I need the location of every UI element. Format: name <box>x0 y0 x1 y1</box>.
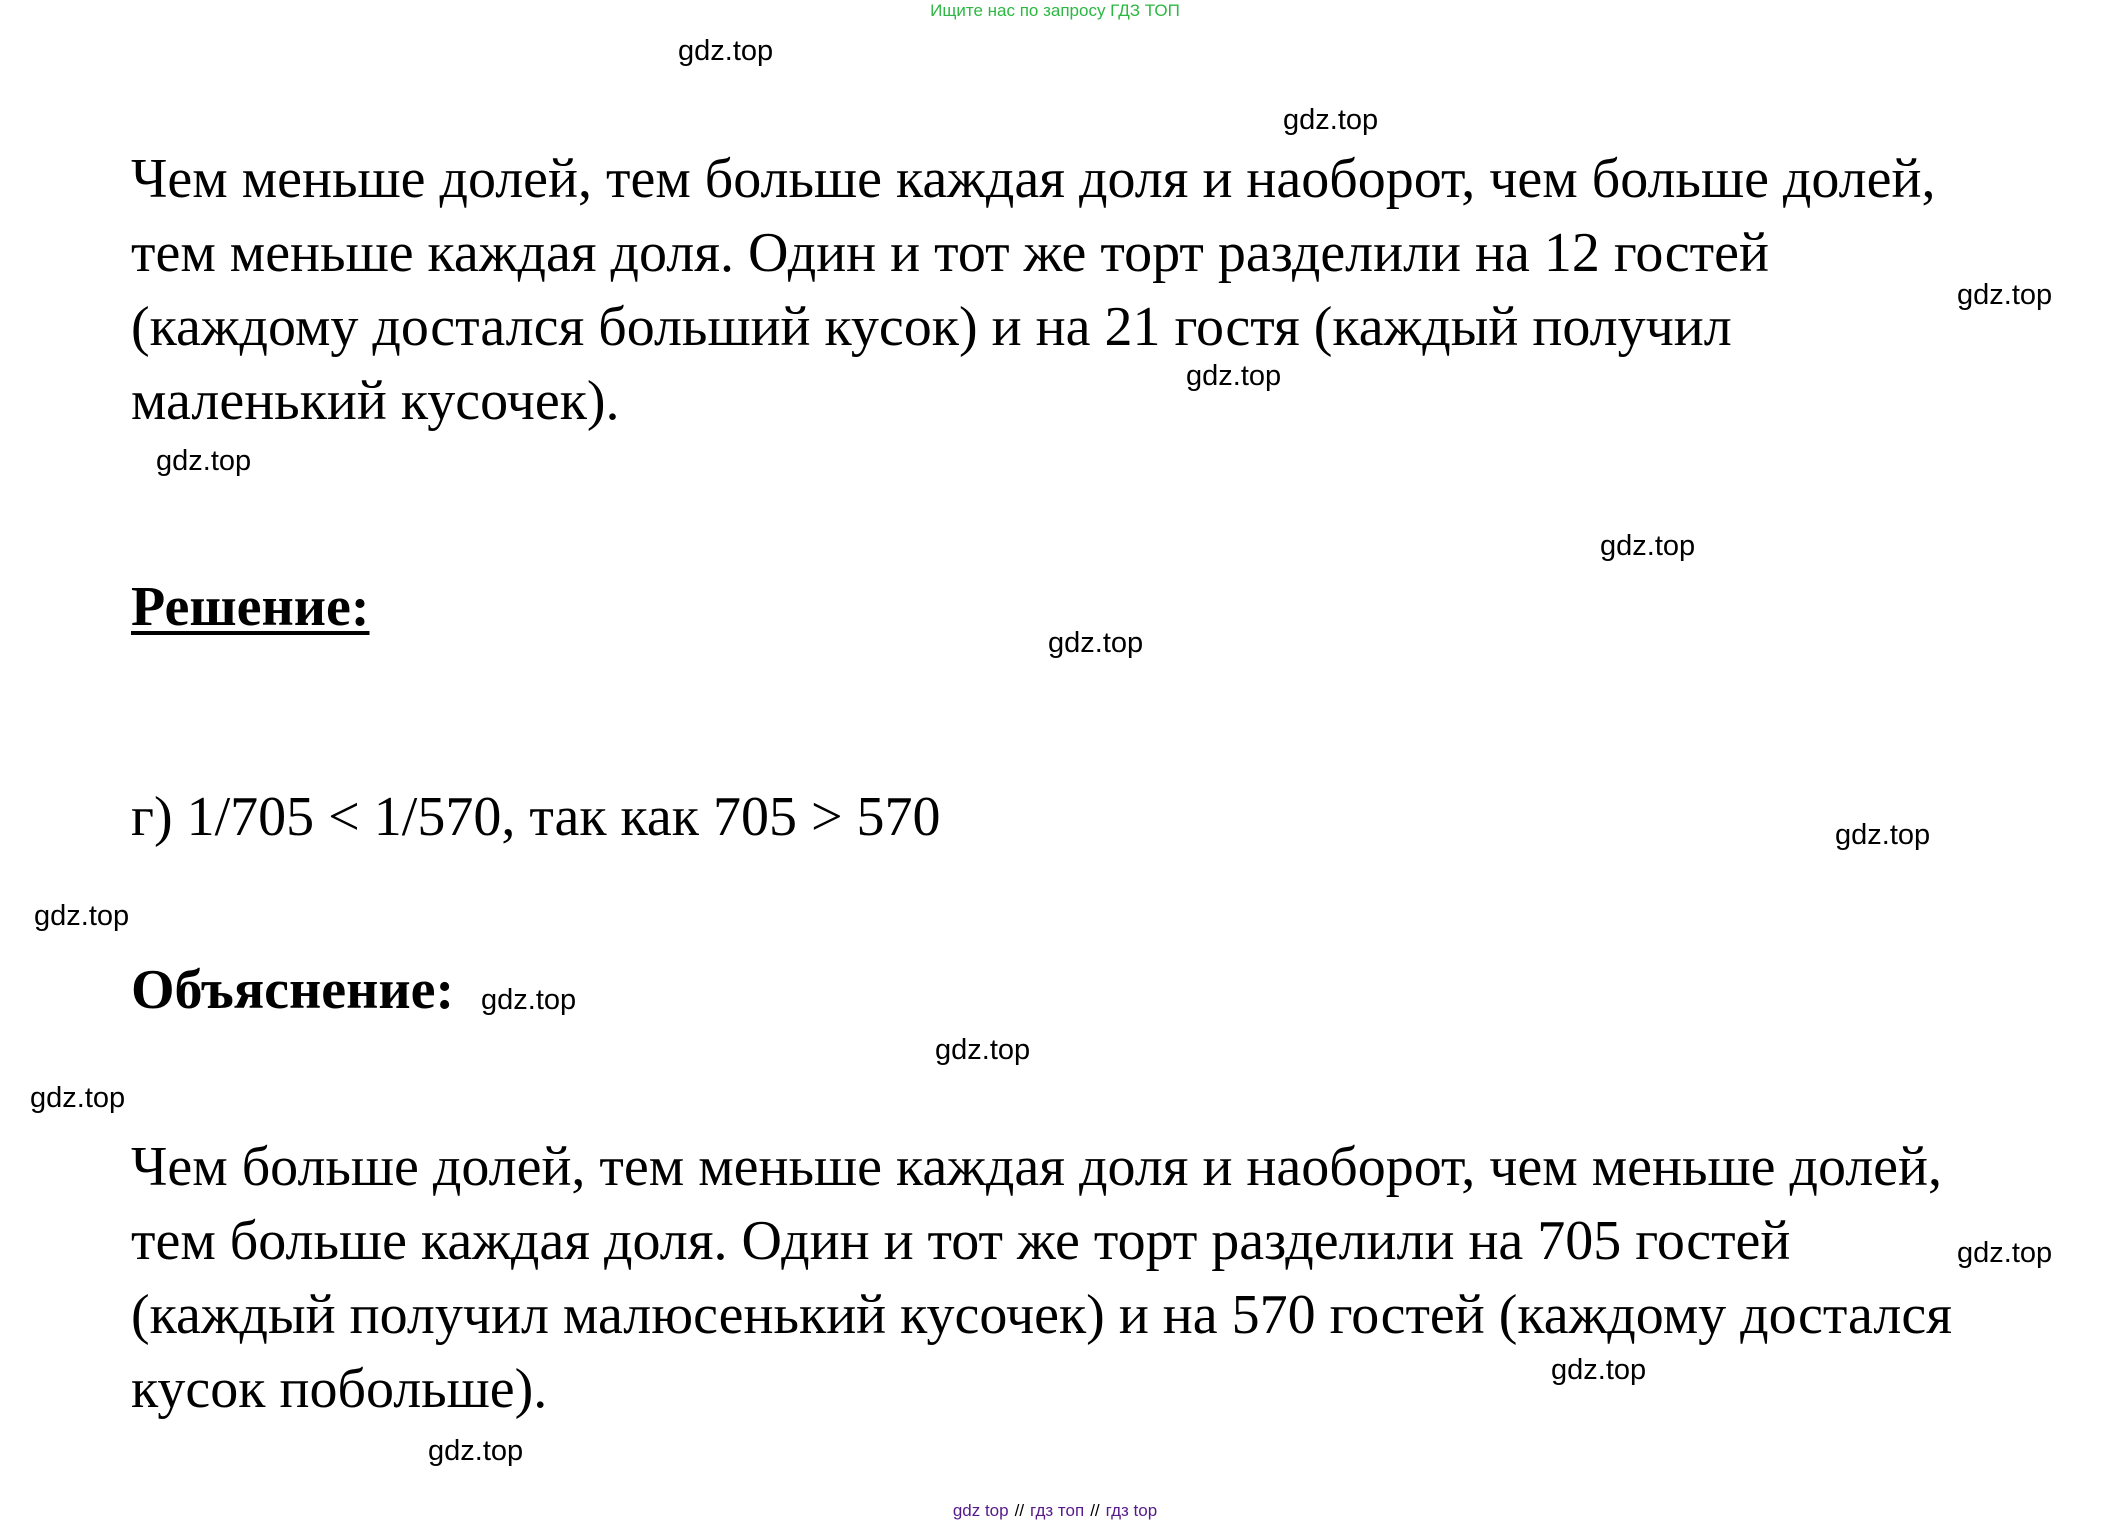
footer-separator: // <box>1014 1501 1025 1520</box>
watermark: gdz.top <box>1551 1354 1647 1386</box>
watermark: gdz.top <box>1048 627 1144 659</box>
top-banner <box>0 0 2110 22</box>
footer-link-gdz-top-mixed[interactable]: гдз top <box>1105 1501 1158 1520</box>
watermark: gdz.top <box>481 984 577 1016</box>
footer-separator: // <box>1090 1501 1100 1520</box>
paragraph-line: тем меньше каждая доля. Один и тот же торт разделили на 12 гостей <box>131 222 1769 284</box>
watermark: gdz.top <box>30 1082 126 1114</box>
paragraph-line: Чем меньше долей, тем больше каждая доля и наоборот, чем больше долей, <box>131 148 1936 210</box>
footer-link-gdz-top-ru[interactable]: гдз топ <box>1030 1501 1085 1520</box>
watermark: gdz.top <box>1283 104 1379 136</box>
watermark: gdz.top <box>1957 1237 2053 1269</box>
solution-heading: Решение: <box>131 576 370 638</box>
paragraph-line: Чем больше долей, тем меньше каждая доля и наоборот, чем меньше долей, <box>131 1136 1943 1198</box>
paragraph-line: тем больше каждая доля. Один и тот же торт разделили на 705 гостей <box>131 1210 1791 1272</box>
watermark: gdz.top <box>1957 279 2053 311</box>
paragraph-line: (каждый получил малюсенький кусочек) и на 570 гостей (каждому достался <box>131 1284 1952 1346</box>
explanation-paragraph <box>131 1130 2061 1426</box>
paragraph-line: маленький кусочек). <box>131 370 620 432</box>
paragraph-line: кусок побольше). <box>131 1358 548 1420</box>
watermark: gdz.top <box>1600 530 1696 562</box>
footer-link-gdz-top[interactable]: gdz top <box>952 1501 1009 1520</box>
footer-links <box>0 1500 2110 1522</box>
explanation-heading: Объяснение: <box>131 959 455 1021</box>
solution-answer: г) 1/705 < 1/570, так как 705 > 570 <box>131 786 941 848</box>
watermark: gdz.top <box>156 445 252 477</box>
paragraph-line: (каждому достался больший кусок) и на 21 гостя (каждый получил <box>131 296 1732 358</box>
intro-paragraph <box>131 142 2061 438</box>
watermark: gdz.top <box>428 1435 524 1467</box>
watermark: gdz.top <box>1835 819 1931 851</box>
watermark: gdz.top <box>34 900 130 932</box>
banner-text: Ищите нас по запросу ГДЗ ТОП <box>930 1 1180 20</box>
watermark: gdz.top <box>678 35 774 67</box>
watermark: gdz.top <box>935 1034 1031 1066</box>
watermark: gdz.top <box>1186 360 1282 392</box>
